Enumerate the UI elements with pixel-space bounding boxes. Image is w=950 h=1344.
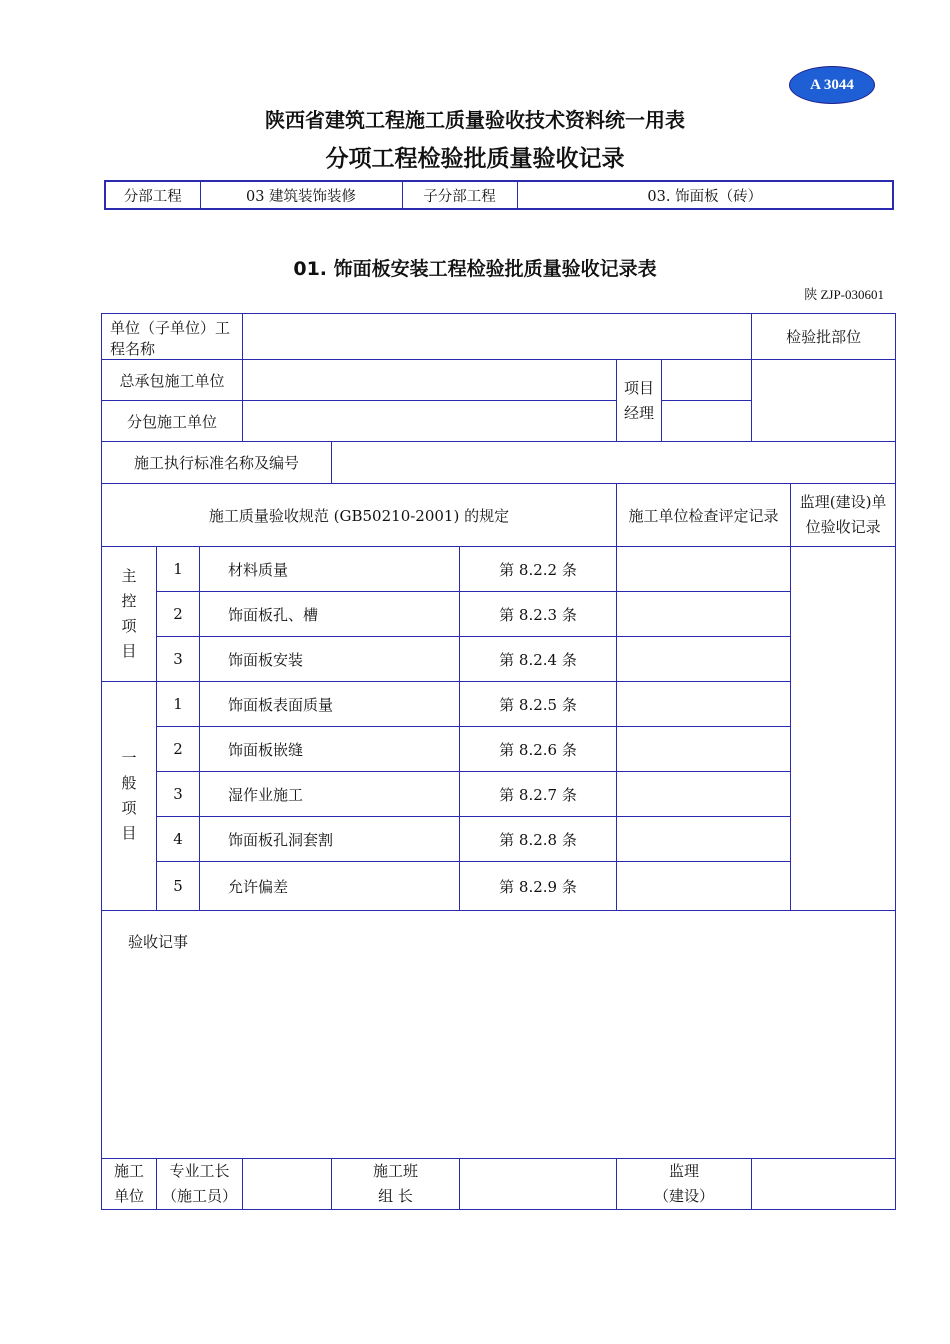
item-clause: 第 8.2.8 条 xyxy=(460,817,617,862)
item-number: 3 xyxy=(157,772,200,817)
batch-location-label: 检验批部位 xyxy=(752,314,896,360)
subcontractor-field[interactable] xyxy=(243,401,617,442)
table-row xyxy=(102,637,896,682)
contractor-check-cell[interactable] xyxy=(617,817,791,862)
project-manager-label xyxy=(617,360,662,442)
project-manager-field-1[interactable] xyxy=(662,360,752,401)
general-group-char: 一 xyxy=(121,749,137,767)
general-group-label xyxy=(102,682,157,911)
team-leader-signature[interactable] xyxy=(460,1159,617,1210)
item-number: 3 xyxy=(157,637,200,682)
supervisor-header xyxy=(791,484,896,547)
general-group-char: 般 xyxy=(121,774,137,792)
batch-location-field[interactable] xyxy=(752,360,896,442)
main-group-char: 目 xyxy=(121,642,137,660)
spec-header: 施工质量验收规范 (GB50210-2001) 的规定 xyxy=(102,484,617,547)
form-title: 01. 饰面板安装工程检验批质量验收记录表 xyxy=(293,258,657,280)
supervisor-label xyxy=(617,1159,752,1210)
item-number: 4 xyxy=(157,817,200,862)
subdivision-value: 03. 饰面板（砖） xyxy=(517,181,893,209)
table-row xyxy=(102,592,896,637)
contractor-check-cell[interactable] xyxy=(617,682,791,727)
contractor-check-cell[interactable] xyxy=(617,727,791,772)
supervisor-header-line1: 监理(建设)单 xyxy=(799,493,887,511)
foreman-line2: （施工员） xyxy=(162,1187,238,1205)
general-contractor-field[interactable] xyxy=(243,360,617,401)
main-group-char: 主 xyxy=(121,567,137,585)
foreman-signature[interactable] xyxy=(243,1159,332,1210)
table-row xyxy=(102,772,896,817)
document-title: 陕西省建筑工程施工质量验收技术资料统一用表 xyxy=(265,108,685,132)
contractor-check-cell[interactable] xyxy=(617,637,791,682)
item-name: 饰面板孔洞套割 xyxy=(200,817,460,862)
main-control-group-label xyxy=(102,547,157,682)
item-clause: 第 8.2.6 条 xyxy=(460,727,617,772)
contractor-check-cell[interactable] xyxy=(617,862,791,911)
supervisor-header-line2: 位验收记录 xyxy=(805,518,881,536)
item-name: 湿作业施工 xyxy=(200,772,460,817)
item-name: 允许偏差 xyxy=(200,862,460,911)
foreman-label xyxy=(157,1159,243,1210)
table-row xyxy=(102,547,896,592)
supervisor-signature[interactable] xyxy=(752,1159,896,1210)
item-clause: 第 8.2.2 条 xyxy=(460,547,617,592)
construction-unit-line1: 施工 xyxy=(113,1162,144,1180)
construction-unit-label xyxy=(102,1159,157,1210)
contractor-check-header: 施工单位检查评定记录 xyxy=(617,484,791,547)
standard-field[interactable] xyxy=(332,442,896,484)
main-group-char: 控 xyxy=(121,592,137,610)
project-manager-label-line2: 经理 xyxy=(624,403,655,422)
division-label: 分部工程 xyxy=(105,181,200,209)
item-clause: 第 8.2.4 条 xyxy=(460,637,617,682)
general-group-char: 项 xyxy=(121,799,137,817)
general-group-char: 目 xyxy=(121,824,137,842)
item-name: 饰面板表面质量 xyxy=(200,682,460,727)
item-clause: 第 8.2.3 条 xyxy=(460,592,617,637)
contractor-check-cell[interactable] xyxy=(617,772,791,817)
supervisor-record-cell[interactable] xyxy=(791,547,896,911)
table-row xyxy=(102,727,896,772)
supervisor-line2: （建设） xyxy=(654,1187,715,1205)
team-leader-label xyxy=(332,1159,460,1210)
form-code: 陕 ZJP-030601 xyxy=(804,287,884,302)
form-number-badge: A 3044 xyxy=(789,66,875,104)
subcontractor-label: 分包施工单位 xyxy=(102,401,243,442)
project-manager-label-line1: 项目 xyxy=(624,378,655,397)
item-name: 饰面板安装 xyxy=(200,637,460,682)
item-name: 材料质量 xyxy=(200,547,460,592)
team-leader-line2: 组 长 xyxy=(378,1187,413,1205)
item-name: 饰面板孔、槽 xyxy=(200,592,460,637)
team-leader-line1: 施工班 xyxy=(373,1162,419,1180)
table-row xyxy=(102,682,896,727)
foreman-line1: 专业工长 xyxy=(169,1162,230,1180)
item-number: 2 xyxy=(157,592,200,637)
item-number: 1 xyxy=(157,682,200,727)
item-clause: 第 8.2.9 条 xyxy=(460,862,617,911)
item-number: 5 xyxy=(157,862,200,911)
main-group-char: 项 xyxy=(121,617,137,635)
table-row xyxy=(102,862,896,911)
inspection-table xyxy=(101,313,896,1210)
item-clause: 第 8.2.5 条 xyxy=(460,682,617,727)
item-number: 2 xyxy=(157,727,200,772)
standard-label: 施工执行标准名称及编号 xyxy=(102,442,332,484)
supervisor-line1: 监理 xyxy=(669,1162,700,1180)
item-number: 1 xyxy=(157,547,200,592)
record-title: 分项工程检验批质量验收记录 xyxy=(325,146,625,172)
division-value: 03 建筑装饰装修 xyxy=(200,181,402,209)
remarks-label: 验收记事 xyxy=(128,933,189,951)
contractor-check-cell[interactable] xyxy=(617,592,791,637)
subdivision-label: 子分部工程 xyxy=(402,181,517,209)
table-row xyxy=(102,817,896,862)
contractor-check-cell[interactable] xyxy=(617,547,791,592)
item-clause: 第 8.2.7 条 xyxy=(460,772,617,817)
general-contractor-label: 总承包施工单位 xyxy=(102,360,243,401)
project-name-field[interactable] xyxy=(243,314,752,360)
division-header-table xyxy=(104,180,894,210)
construction-unit-line2: 单位 xyxy=(113,1187,144,1205)
project-name-label: 单位（子单位）工程名称 xyxy=(102,314,243,360)
item-name: 饰面板嵌缝 xyxy=(200,727,460,772)
project-manager-field-2[interactable] xyxy=(662,401,752,442)
remarks-cell[interactable] xyxy=(102,911,896,1159)
